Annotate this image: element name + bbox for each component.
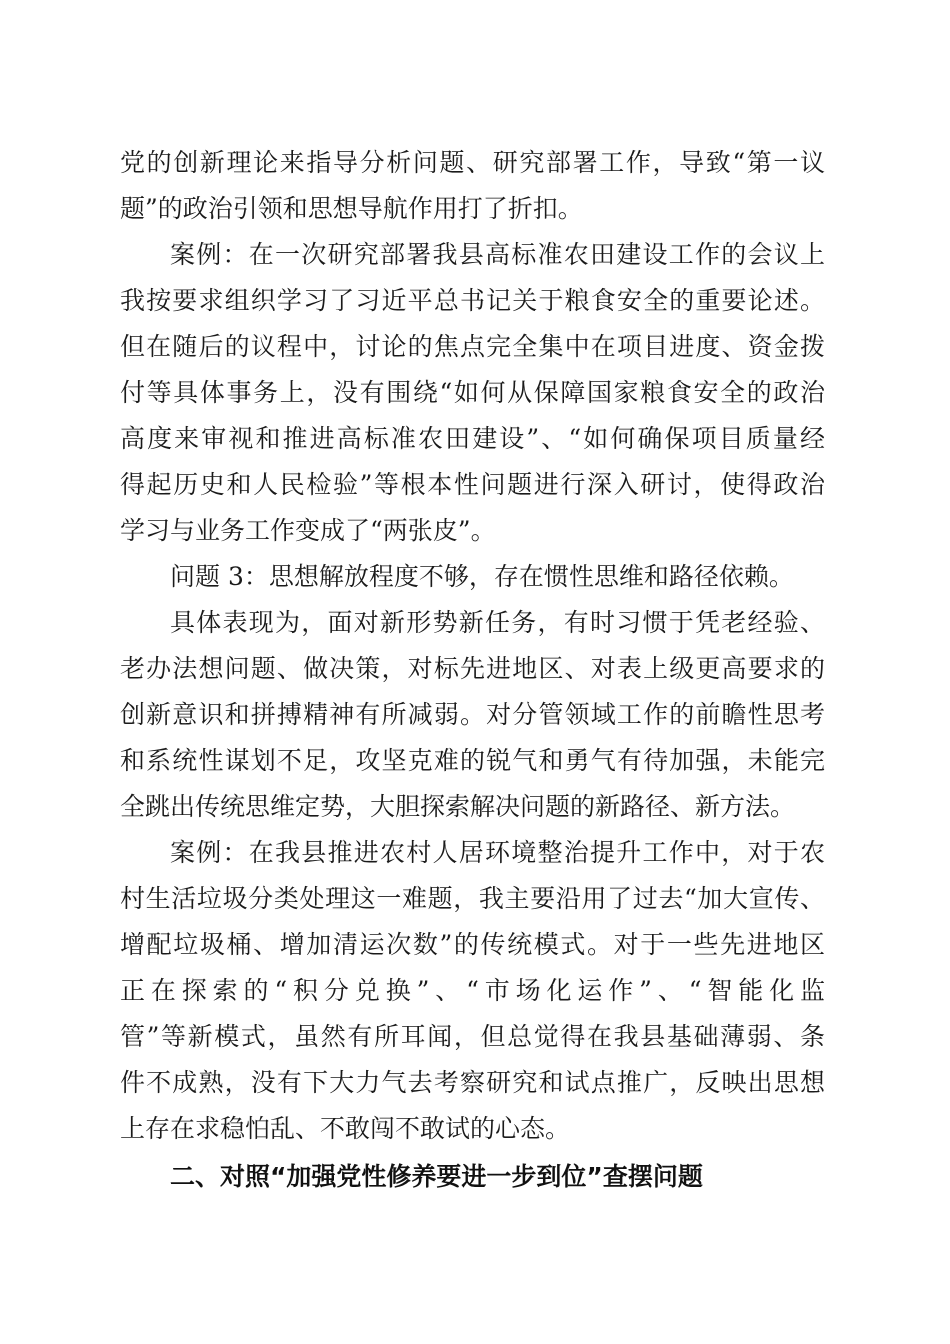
body-text-line-last: 上存在求稳怕乱、不敢闯不敢试的心态。 — [120, 1114, 571, 1143]
issue-title-line: 问题 3：思想解放程度不够，存在惯性思维和路径依赖。 — [170, 562, 794, 591]
body-text-line: 但在随后的议程中，讨论的焦点完全集中在项目进度、资金拨 — [120, 332, 825, 361]
body-text-line: 付等具体事务上，没有围绕“如何从保障国家粮食安全的政治 — [120, 378, 825, 407]
body-text-line: 学习与业务工作变成了“两张皮”。 — [120, 516, 496, 545]
body-text-line: 件不成熟，没有下大力气去考察研究和试点推广，反映出思想 — [120, 1068, 825, 1097]
body-text-line: 题”的政治引领和思想导航作用打了折扣。 — [120, 194, 583, 223]
body-text-line: 管”等新模式，虽然有所耳闻，但总觉得在我县基础薄弱、条 — [120, 1022, 825, 1051]
body-text-line: 正在探索的“积分兑换”、“市场化运作”、“智能化监 — [120, 976, 825, 1005]
body-text-line: 增配垃圾桶、增加清运次数”的传统模式。对于一些先进地区 — [120, 930, 825, 959]
body-text-line: 和系统性谋划不足，攻坚克难的锐气和勇气有待加强，未能完 — [120, 746, 825, 775]
body-text-line: 村生活垃圾分类处理这一难题，我主要沿用了过去“加大宣传、 — [120, 884, 825, 913]
body-text-line: 党的创新理论来指导分析问题、研究部署工作，导致“第一议 — [120, 148, 825, 177]
body-text-line: 具体表现为，面对新形势新任务，有时习惯于凭老经验、 — [170, 608, 825, 637]
body-text-line: 创新意识和拼搏精神有所减弱。对分管领域工作的前瞻性思考 — [120, 700, 825, 729]
body-text-line: 高度来审视和推进高标准农田建设”、“如何确保项目质量经 — [120, 424, 825, 453]
body-text-line: 我按要求组织学习了习近平总书记关于粮食安全的重要论述。 — [120, 286, 825, 315]
body-text-line: 案例：在我县推进农村人居环境整治提升工作中，对于农 — [170, 838, 825, 867]
section-heading: 二、对照“加强党性修养要进一步到位”查摆问题 — [170, 1162, 703, 1191]
body-text-line: 案例：在一次研究部署我县高标准农田建设工作的会议上 — [170, 240, 825, 269]
body-text-line: 老办法想问题、做决策，对标先进地区、对表上级更高要求的 — [120, 654, 825, 683]
body-text-line: 全跳出传统思维定势，大胆探索解决问题的新路径、新方法。 — [120, 792, 796, 821]
body-text-line: 得起历史和人民检验”等根本性问题进行深入研讨，使得政治 — [120, 470, 825, 499]
